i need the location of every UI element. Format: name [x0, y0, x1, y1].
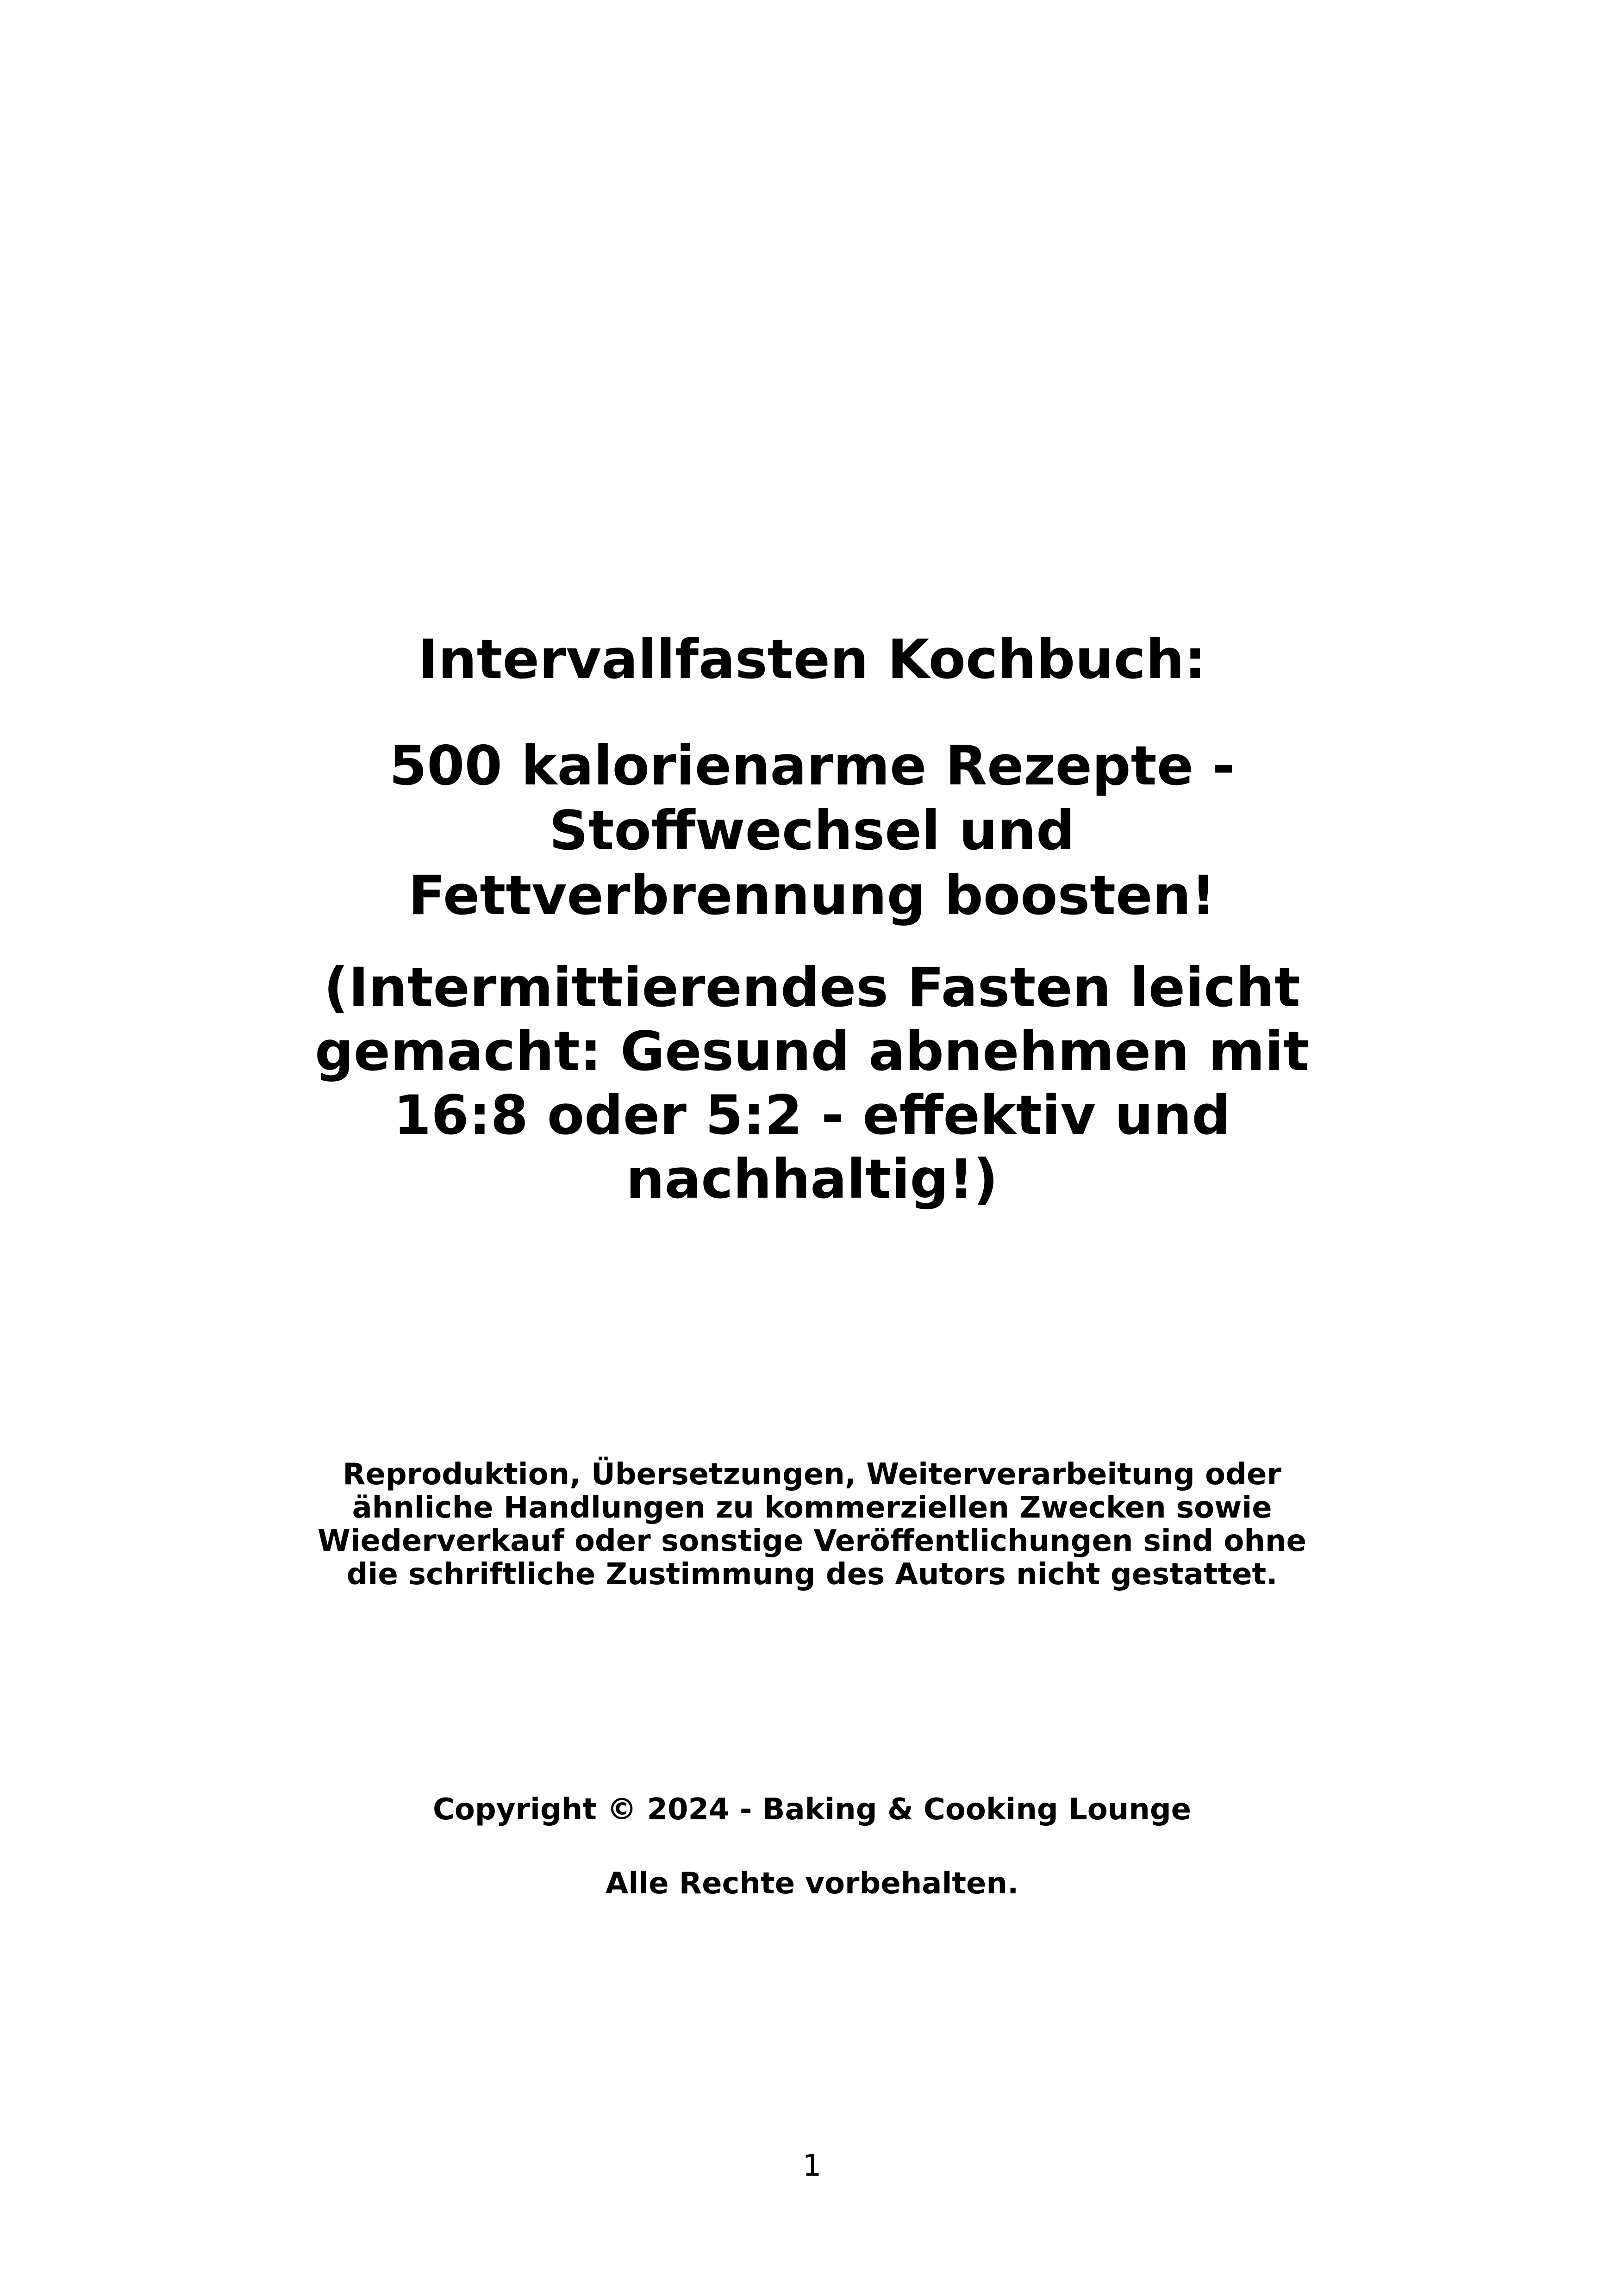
copyright-notice — [0, 1458, 1624, 1591]
subtitle-line: 500 kalorienarme Rezepte - — [389, 734, 1235, 797]
notice-line: ähnliche Handlungen zu kommerziellen Zwecken sowie — [352, 1491, 1272, 1525]
notice-line: Reproduktion, Übersetzungen, Weiterverarbeitung oder — [343, 1457, 1281, 1492]
tagline-line: (Intermittierendes Fasten leicht — [324, 956, 1300, 1019]
subtitle-line: Stoffwechsel und — [549, 799, 1075, 862]
tagline-line: nachhaltig!) — [626, 1147, 998, 1211]
tagline-line: 16:8 oder 5:2 - effektiv und — [394, 1083, 1230, 1147]
book-subtitle — [0, 734, 1624, 928]
copyright-line: Copyright © 2024 - Baking & Cooking Lounge — [432, 1792, 1192, 1827]
notice-line: Wiederverkauf oder sonstige Veröffentlichungen sind ohne — [318, 1524, 1306, 1558]
notice-line: die schriftliche Zustimmung des Autors nicht gestattet. — [346, 1557, 1278, 1592]
book-title: Intervallfasten Kochbuch: — [418, 628, 1206, 691]
page-number: 1 — [802, 2149, 822, 2183]
tagline-line: gemacht: Gesund abnehmen mit — [314, 1020, 1310, 1083]
rights-reserved: Alle Rechte vorbehalten. — [605, 1867, 1019, 1901]
book-tagline — [0, 956, 1624, 1211]
subtitle-line: Fettverbrennung boosten! — [408, 864, 1216, 927]
